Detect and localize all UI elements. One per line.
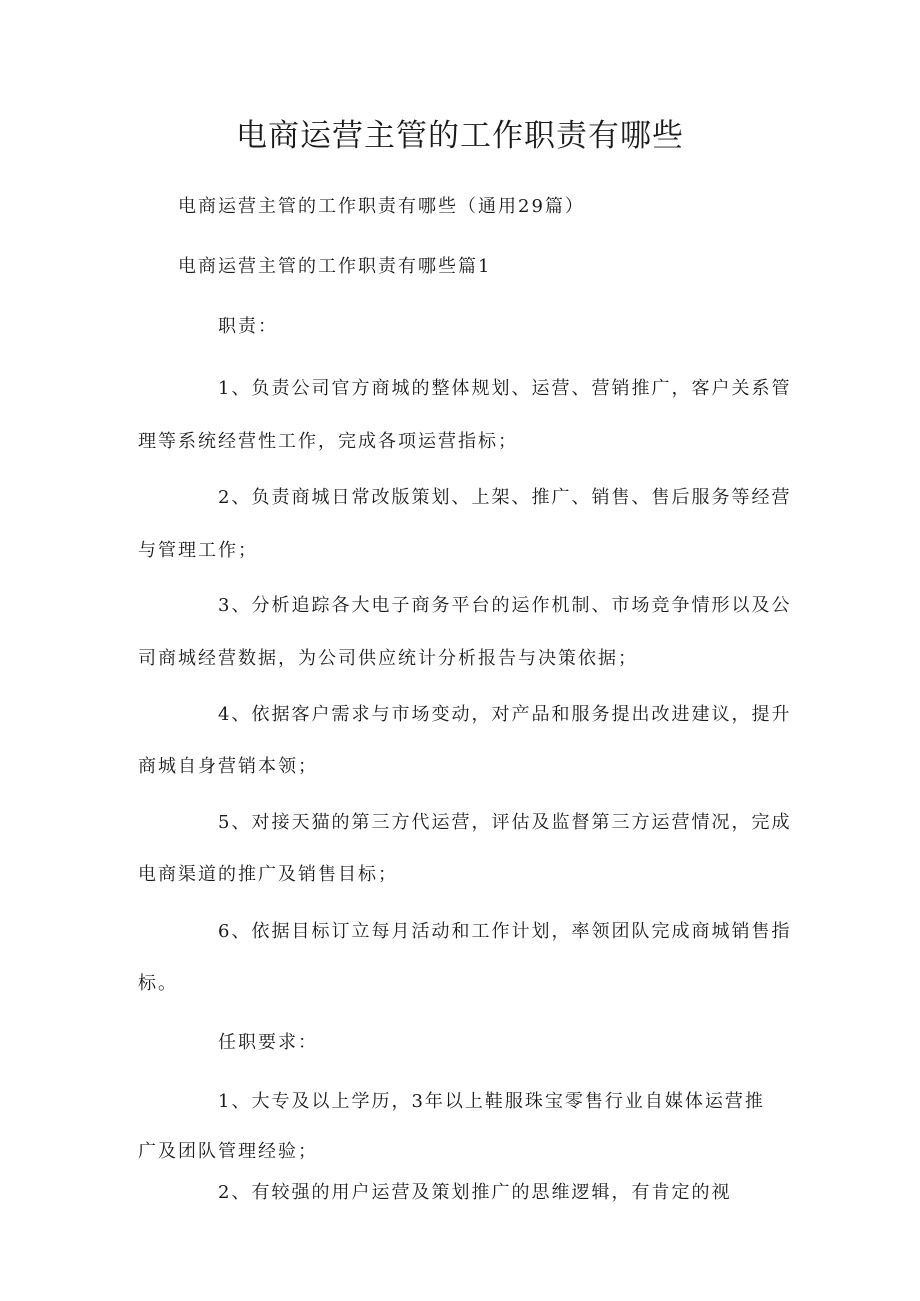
duty-item-1-line-2: 理等系统经营性工作，完成各项运营指标； [138,431,518,452]
duties-label: 职责： [218,316,278,337]
document-title: 电商运营主管的工作职责有哪些 [236,118,684,154]
requirements-label: 任职要求： [218,1032,318,1053]
duty-item-6-line-1: 6、依据目标订立每月活动和工作计划，率领团队完成商城销售指 [218,921,792,942]
section-heading: 电商运营主管的工作职责有哪些篇1 [178,256,492,277]
requirement-item-1-line-2: 广及团队管理经验； [138,1141,318,1162]
requirement-item-2-line-1: 2、有较强的用户运营及策划推广的思维逻辑，有肯定的视 [218,1182,732,1203]
duty-item-2-line-1: 2、负责商城日常改版策划、上架、推广、销售、售后服务等经营 [218,487,792,508]
duty-item-6-line-2: 标。 [138,973,178,994]
duty-item-3-line-1: 3、分析追踪各大电子商务平台的运作机制、市场竞争情形以及公 [218,595,792,616]
duty-item-5-line-1: 5、对接天猫的第三方代运营，评估及监督第三方运营情况，完成 [218,812,792,833]
duty-item-4-line-1: 4、依据客户需求与市场变动，对产品和服务提出改进建议，提升 [218,704,792,725]
duty-item-3-line-2: 司商城经营数据，为公司供应统计分析报告与决策依据； [138,648,638,669]
duty-item-1-line-1: 1、负责公司官方商城的整体规划、运营、营销推广，客户关系管 [218,378,792,399]
duty-item-5-line-2: 电商渠道的推广及销售目标； [138,864,398,885]
requirement-item-1-line-1: 1、大专及以上学历，3年以上鞋服珠宝零售行业自媒体运营推 [218,1091,765,1112]
duty-item-4-line-2: 商城自身营销本领； [138,756,318,777]
duty-item-2-line-2: 与管理工作； [138,540,258,561]
document-subtitle: 电商运营主管的工作职责有哪些（通用29篇） [178,196,585,217]
